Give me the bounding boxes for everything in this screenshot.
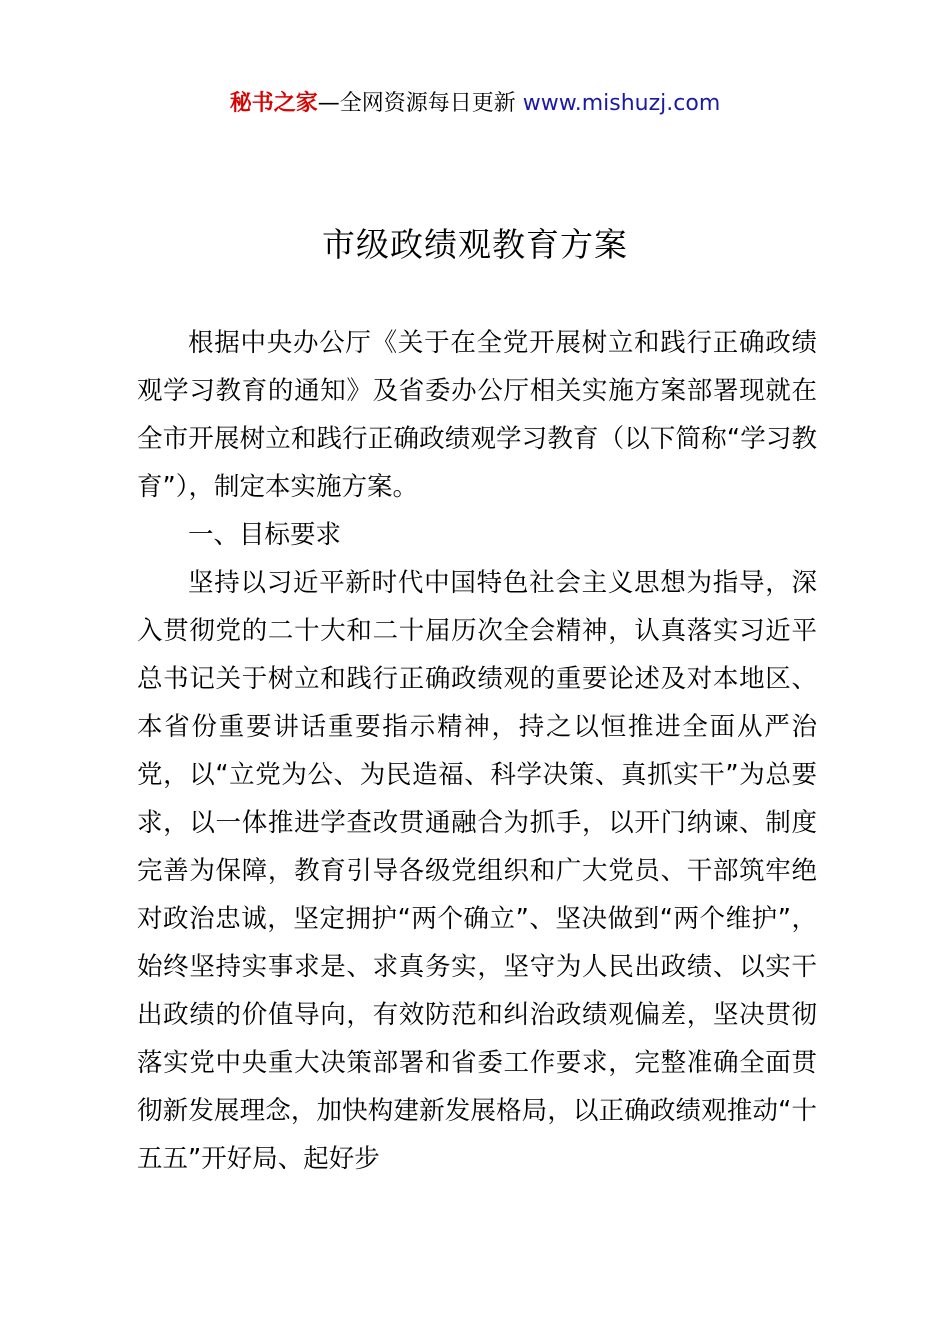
body-paragraph: 坚持以习近平新时代中国特色社会主义思想为指导，深入贯彻党的二十大和二十届历次全会精神，认真落实习近平总书记关于树立和践行正确政绩观的重要论述及对本地区、本省份重要讲话重要指示精神，持之以恒推进全面从严治党，以“立党为公、为民造福、科学决策、真抓实干”为总要求，以一体推进学查改贯通融合为抓手，以开门纳谏、制度完善为保障，教育引导各级党组织和广大党员、干部筑牢绝对政治忠诚，坚定拥护“两个确立”、坚决做到“两个维护”，始终坚持实事求是、求真务实，坚守为人民出政绩、以实干出政绩的价值导向，有效防范和纠治政绩观偏差，坚决贯彻落实党中央重大决策部署和省委工作要求，完整准确全面贯彻新发展理念，加快构建新发展格局，以正确政绩观推动“十五五”开好局、起好步 — [137, 568, 817, 1174]
document-title: 市级政绩观教育方案 — [322, 225, 628, 264]
section-heading: 一、目标要求 — [188, 520, 342, 550]
brand-name: 秘书之家 — [229, 91, 318, 116]
site-header — [0, 88, 950, 120]
intro-paragraph: 根据中央办公厅《关于在全党开展树立和践行正确政绩观学习教育的通知》及省委办公厅相关实施方案部署现就在全市开展树立和践行正确政绩观学习教育（以下简称“学习教育”），制定本实施方案。 — [137, 328, 817, 502]
header-slogan: —全网资源每日更新 — [317, 91, 523, 116]
site-url-link[interactable]: www.mishuzj.com — [522, 91, 721, 116]
document-body — [137, 319, 817, 1183]
